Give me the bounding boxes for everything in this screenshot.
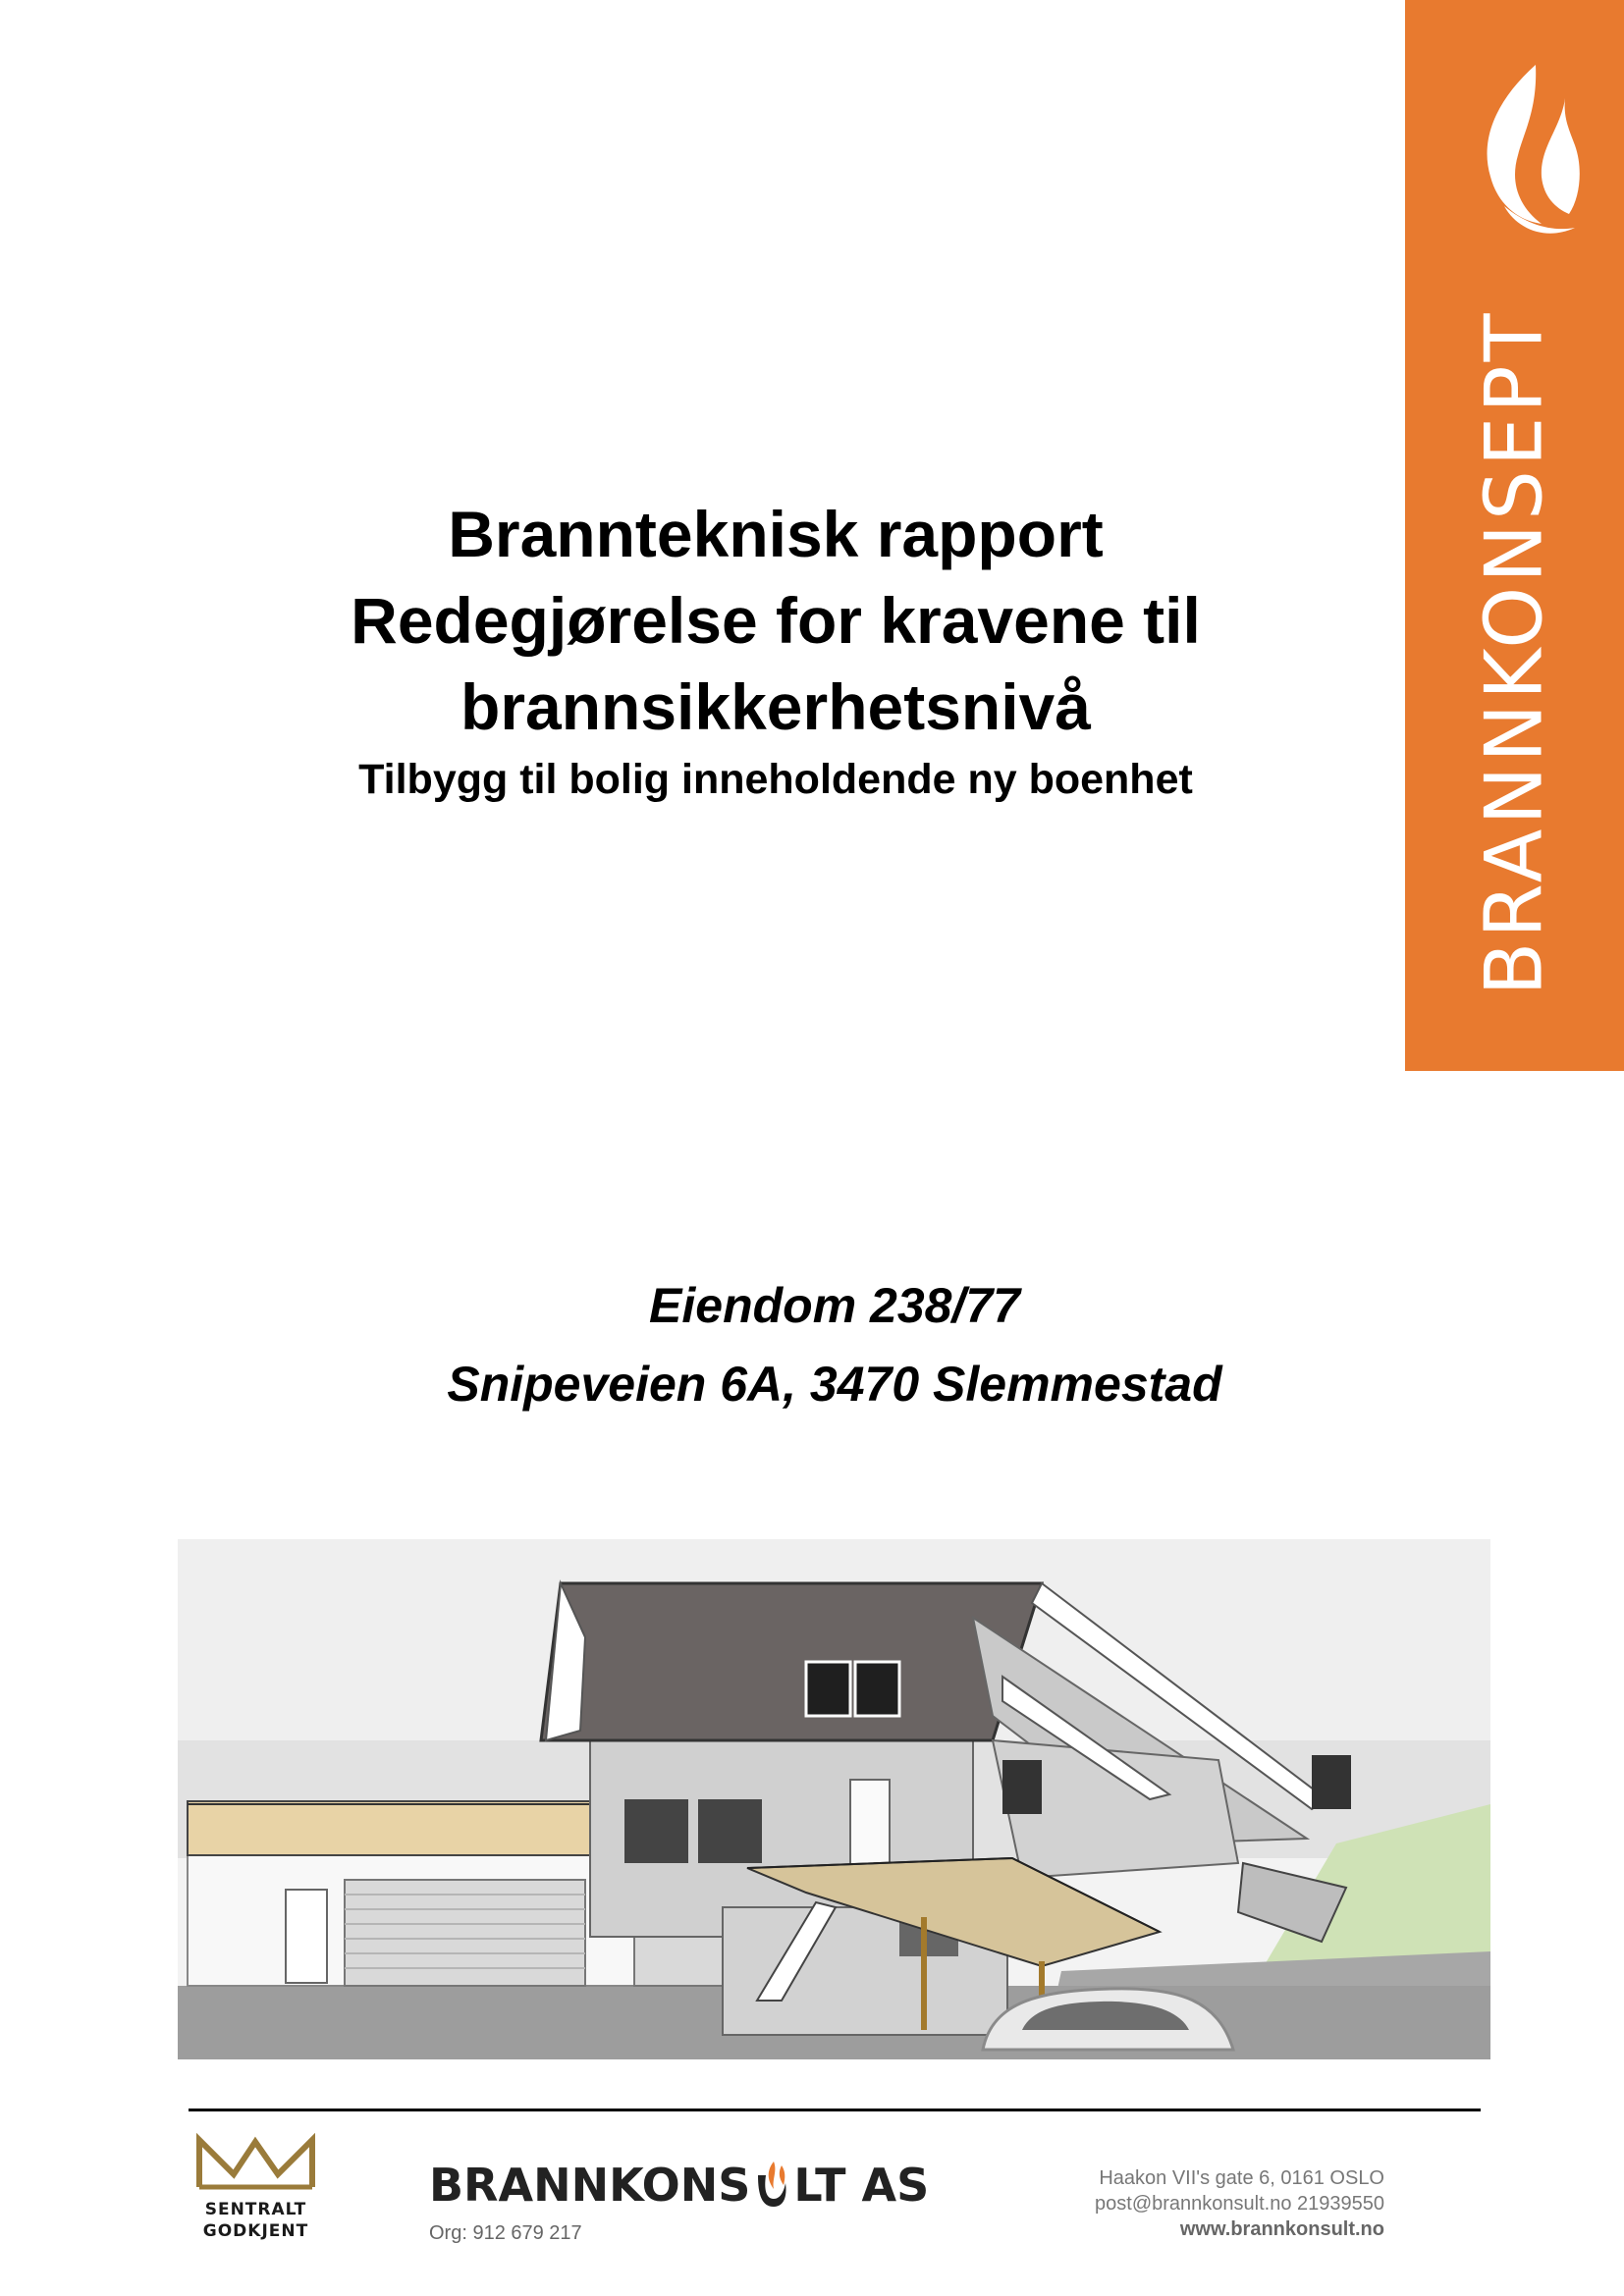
- report-title-line-3: brannsikkerhetsnivå: [460, 670, 1091, 743]
- certification-line-1: SENTRALT: [204, 2200, 307, 2219]
- company-name-left: BRANNKONS: [429, 2159, 751, 2212]
- report-subtitle: Tilbygg til bolig inneholdende ny boenhet: [358, 756, 1193, 803]
- brand-name-vertical: BRANNKONSEPT: [1468, 309, 1560, 996]
- flame-icon: [1459, 59, 1587, 245]
- company-name-right: LT AS: [793, 2159, 930, 2212]
- certification-line-2: GODKJENT: [202, 2221, 309, 2241]
- property-id: Eiendom 238/77: [649, 1278, 1020, 1333]
- contact-address: Haakon VII's gate 6, 0161 OSLO: [1099, 2167, 1384, 2189]
- contact-email-phone: post@brannkonsult.no 21939550: [1095, 2193, 1384, 2215]
- contact-website: www.brannkonsult.no: [1179, 2218, 1384, 2240]
- footer-divider: [189, 2109, 1481, 2111]
- sentralt-godkjent-logo: [189, 2130, 322, 2263]
- company-logo: [429, 2158, 929, 2266]
- contact-info: [982, 2165, 1384, 2242]
- report-title-line-1: Brannteknisk rapport: [448, 498, 1104, 570]
- company-org-number: Org: 912 679 217: [429, 2222, 582, 2244]
- property-info: [295, 1266, 1375, 1423]
- building-rendering: [178, 1539, 1490, 2059]
- report-title-block: [177, 491, 1375, 809]
- brand-banner: [1405, 0, 1624, 1071]
- flame-u-icon: [752, 2158, 791, 2213]
- property-address: Snipeveien 6A, 3470 Slemmestad: [447, 1357, 1222, 1412]
- report-title-line-2: Redegjørelse for kravene til: [351, 584, 1201, 657]
- sentralt-godkjent-crown-icon: [194, 2130, 317, 2191]
